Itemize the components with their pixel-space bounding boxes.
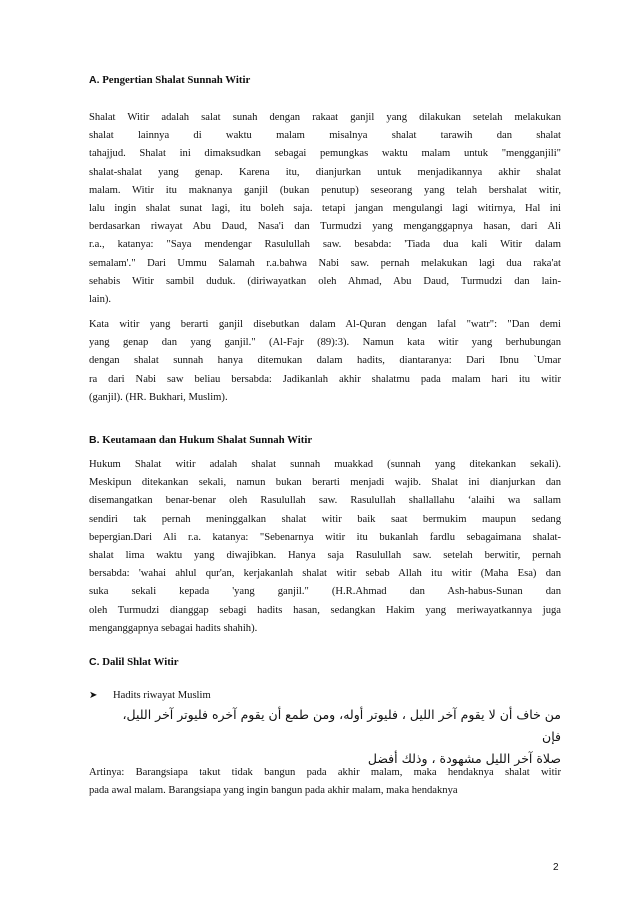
text-line: shalat-shalat yang genap. Karena itu, dianjurkan untuk menjadikannya akhir shalat (89, 166, 561, 178)
text-line: bersabda: 'wahai ahlul qur'an, kerjakanlah shalat witir sebab Allah itu witir (Maha Esa) dan (89, 568, 561, 580)
text-line: ra dari Nabi saw beliau bersabda: Jadikanlah akhir shalatmu pada malam hari itu witir (89, 373, 561, 385)
section-c-paragraph-1 (89, 764, 561, 800)
text-line: yang genap dan yang ganjil." (Al-Fajr (89):3). Namun kata witir yang berhubungan (89, 337, 561, 349)
text-line: oleh Turmudzi dianggap sebagi hadits hasan, sedangkan Hakim yang meriwayatkannya juga (89, 604, 561, 616)
text-line: pada awal malam. Barangsiapa yang ingin bangun pada akhir malam, maka hendaknya (89, 785, 458, 797)
text-line: shalat lainnya di waktu malam misalnya shalat tarawih dan shalat (89, 130, 561, 142)
paragraph (89, 456, 561, 638)
text-line: r.a., katanya: "Saya mendengar Rasulullah saw. besabda: 'Tiada dua kali Witir dalam (89, 239, 561, 251)
arabic-hadith-text (100, 704, 561, 770)
paragraph (89, 109, 561, 309)
text-line: lalu ingin shalat sunat lagi, itu boleh saja. tetapi jangan mengulangi lagi witirnya, Hal ini (89, 203, 561, 215)
text-line: Hukum Shalat witir adalah shalat sunnah muakkad (sunnah yang ditekankan sekali). (89, 459, 561, 470)
text-line: shalat lima waktu yang diwajibkan. Hanya saja Rasulullah saw. setelah berwitir, pernah (89, 550, 561, 562)
text-line: (ganjil). (HR. Bukhari, Muslim). (89, 391, 228, 403)
section-c-title: Dalil Shlat Witir (102, 656, 179, 668)
section-a-heading (89, 73, 250, 87)
bullet-item (89, 689, 211, 703)
text-line: Kata witir yang berarti ganjil disebutkan dalam Al-Quran dengan lafal "watr": "Dan demi (89, 319, 561, 330)
text-line: menganggapnya sebagai hadits shahih). (89, 622, 258, 634)
section-b-paragraph-1 (89, 456, 561, 638)
section-c-heading (89, 655, 179, 669)
section-c-letter: C. (89, 656, 100, 668)
text-line: berdasarkan riwayat Abu Daud, Nasa'i dan Turmudzi yang menganggapnya hasan, dari Ali (89, 221, 561, 233)
paragraph (89, 764, 561, 800)
section-a-paragraph-1 (89, 109, 561, 309)
paragraph (89, 316, 561, 407)
text-line: suka sekali kepada 'yang ganjil." (H.R.Ahmad dan Ash-habus-Sunan dan (89, 586, 561, 598)
text-line: malam. Witir itu maknanya ganjil (bukan penutup) seseorang yang telah bershalat witir, (89, 184, 561, 196)
text-line: lain). (89, 294, 112, 306)
text-line: semalam'." Dari Ummu Salamah r.a.bahwa Nabi saw. pernah melakukan lagi dua raka'at (89, 257, 561, 269)
text-line: tahajjud. Shalat ini dimaksudkan sebagai pemungkas waktu malam untuk "mengganjili" (89, 148, 561, 160)
arrow-bullet-icon: ➤ (89, 690, 98, 701)
section-a-letter: A. (89, 74, 100, 86)
text-line: sehabis Witir sambil duduk. (diriwayatkan oleh Ahmad, Abu Daud, Turmudzi dan lain- (89, 275, 561, 287)
section-a-paragraph-2 (89, 316, 561, 407)
bullet-text: Hadits riwayat Muslim (113, 690, 211, 701)
page-number: 2 (553, 862, 559, 873)
text-line: Shalat Witir adalah salat sunah dengan rakaat ganjil yang dilakukan setelah melakukan (89, 112, 561, 123)
arabic-line: صلاة آخر الليل مشهودة ، وذلك أفضل (367, 751, 561, 766)
section-b-letter: B. (89, 434, 100, 446)
section-a-title: Pengertian Shalat Sunnah Witir (102, 74, 251, 86)
section-b-heading (89, 433, 312, 447)
text-line: Meskipun ditekankan sekali, namun bukan berarti menjadi wajib. Shalat ini dianjurkan dan (89, 477, 561, 489)
text-line: bepergian.Dari Ali r.a. katanya: "Sebenarnya witir itu bukanlah fardlu sebagaimana shalat- (89, 531, 561, 543)
text-line: disemangatkan benar-benar oleh Rasulullah saw. Rasulullah shallallahu ‘alaihi wa sallam (89, 495, 561, 507)
text-line: sendiri tak pernah meninggalkan shalat witir baik saat bermukim maupun sedang (89, 513, 561, 525)
text-line: Artinya: Barangsiapa takut tidak bangun pada akhir malam, maka hendaknya shalat witir (89, 767, 561, 778)
text-line: dengan shalat sunnah hanya ditemukan dalam hadits, diantaranya: Dari Ibnu `Umar (89, 355, 561, 367)
arabic-line: من خاف أن لا يقوم آخر الليل ، فليوتر أوله، ومن طمع أن يقوم آخره فليوتر آخر الليل، فإن (122, 707, 561, 744)
section-b-title: Keutamaan dan Hukum Shalat Sunnah Witir (102, 434, 313, 446)
